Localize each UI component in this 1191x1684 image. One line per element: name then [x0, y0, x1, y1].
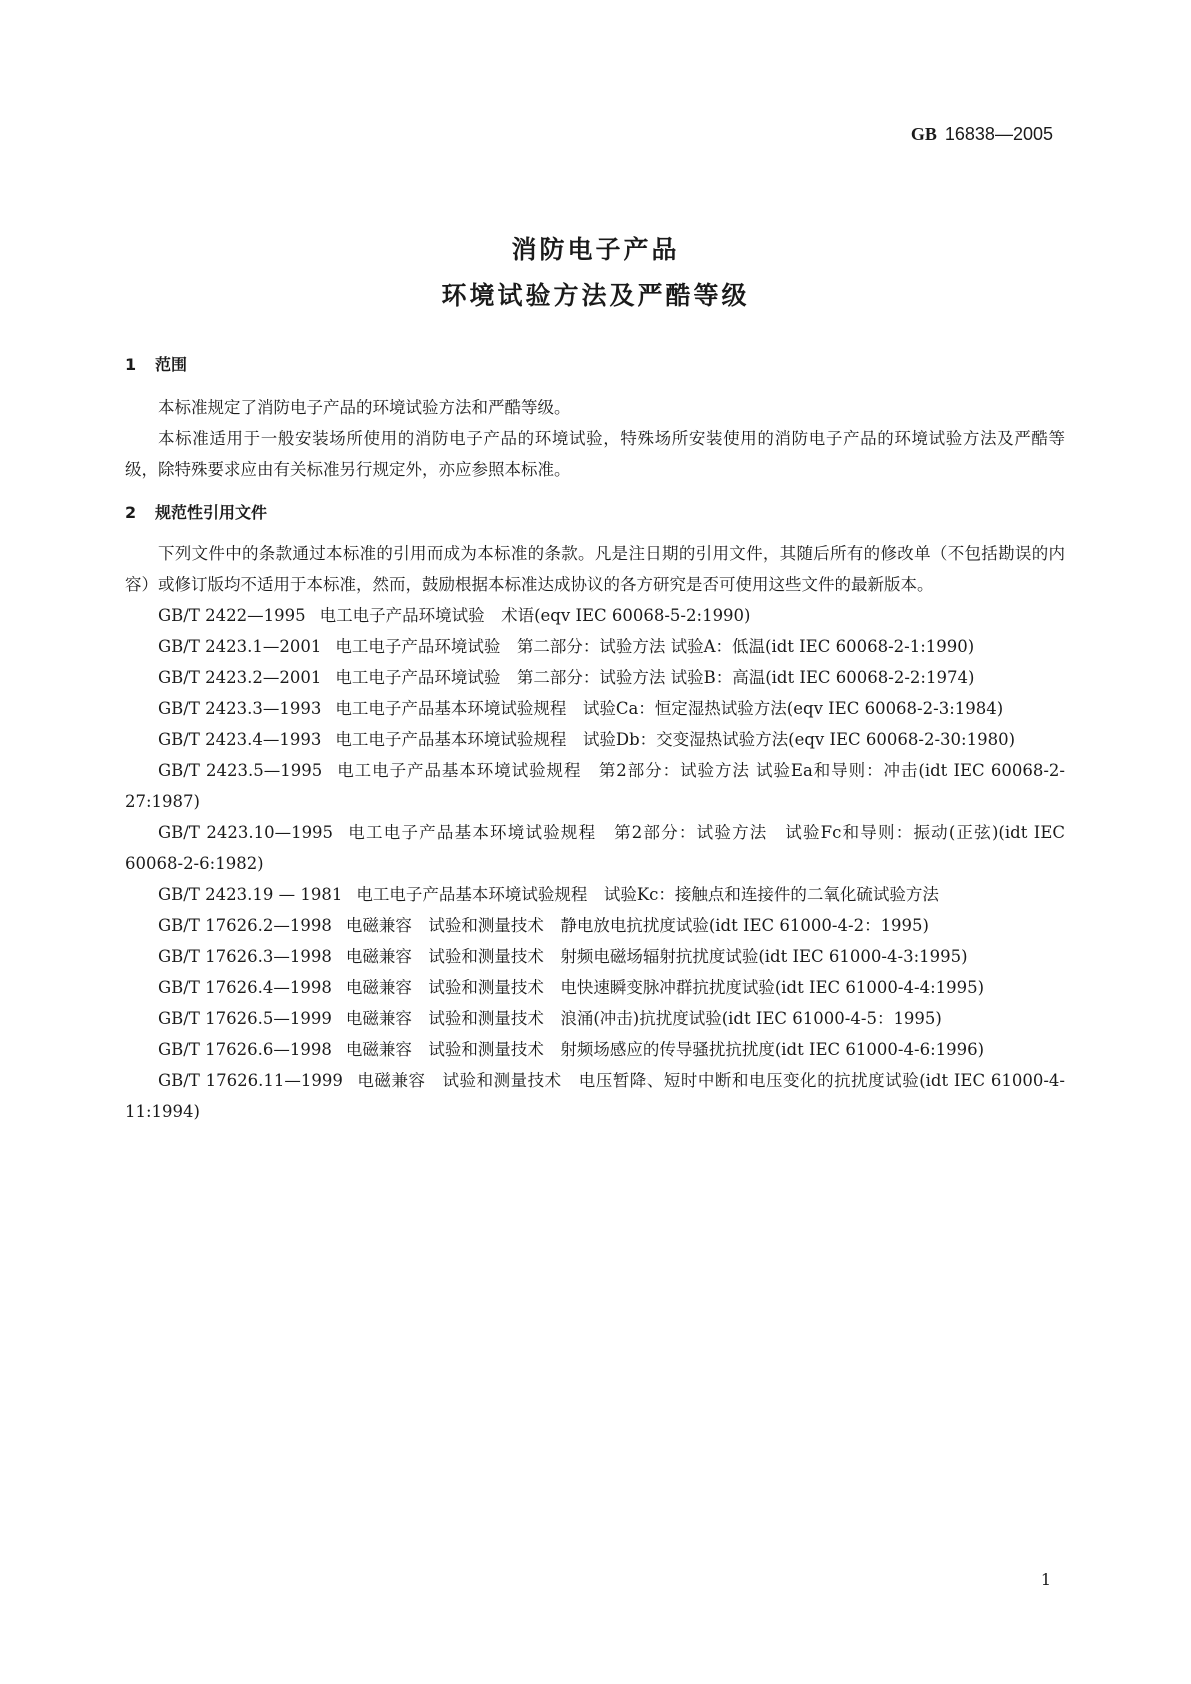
paragraph: 本标准规定了消防电子产品的环境试验方法和严酷等级。 [158, 398, 571, 417]
reference-item [125, 941, 1065, 972]
document-title-line2: 环境试验方法及严酷等级 [441, 281, 750, 310]
reference-title: 电磁兼容 试验和测量技术 静电放电抗扰度试验(idt IEC 61000-4-2：1995) [345, 916, 929, 935]
reference-code: GB/T 17626.6—1998 [158, 1040, 332, 1059]
reference-code: GB/T 2423.5—1995 [158, 761, 323, 780]
reference-code: GB/T 2423.19 — 1981 [158, 885, 343, 904]
section-number: 1 [125, 355, 137, 374]
reference-title: 电工电子产品基本环境试验规程 试验Db：交变湿热试验方法(eqv IEC 60068-2-30:1980) [335, 730, 1016, 749]
reference-item [125, 724, 1065, 755]
section-body-scope [125, 392, 1065, 485]
standard-code: 16838—2005 [944, 124, 1053, 144]
reference-item [125, 910, 1065, 941]
section-title: 规范性引用文件 [155, 503, 268, 522]
reference-code: GB/T 2423.10—1995 [158, 823, 334, 842]
reference-item [125, 755, 1065, 817]
reference-item [125, 972, 1065, 1003]
section-body-references [125, 538, 1065, 1127]
page-number: 1 [1040, 1570, 1051, 1589]
standard-number [911, 124, 1053, 145]
reference-item [125, 879, 1065, 910]
reference-item [125, 631, 1065, 662]
reference-title: 电磁兼容 试验和测量技术 射频电磁场辐射抗扰度试验(idt IEC 61000-4-3:1995) [345, 947, 968, 966]
reference-code: GB/T 17626.2—1998 [158, 916, 332, 935]
reference-title: 电磁兼容 试验和测量技术 浪涌(冲击)抗扰度试验(idt IEC 61000-4-5：1995) [345, 1009, 942, 1028]
reference-title: 电磁兼容 试验和测量技术 射频场感应的传导骚扰抗扰度(idt IEC 61000-4-6:1996) [345, 1040, 985, 1059]
reference-title: 电工电子产品环境试验 第二部分：试验方法 试验B：高温(idt IEC 60068-2-2:1974) [335, 668, 975, 687]
reference-item [125, 693, 1065, 724]
reference-code: GB/T 2423.1—2001 [158, 637, 322, 656]
reference-title: 电工电子产品环境试验 术语(eqv IEC 60068-5-2:1990) [319, 606, 751, 625]
standard-prefix: GB [910, 124, 937, 144]
paragraph: 本标准适用于一般安装场所使用的消防电子产品的环境试验，特殊场所安装使用的消防电子产品的环境试验方法及严酷等级，除特殊要求应由有关标准另行规定外，亦应参照本标准。 [125, 429, 1065, 479]
section-heading-references [125, 500, 267, 523]
reference-code: GB/T 2423.3—1993 [158, 699, 322, 718]
reference-code: GB/T 17626.4—1998 [158, 978, 332, 997]
reference-item [125, 1065, 1065, 1127]
reference-item [125, 1003, 1065, 1034]
reference-item [125, 600, 1065, 631]
reference-title: 电工电子产品基本环境试验规程 第2部分：试验方法 试验Ea和导则：冲击(idt IEC 60068-2-27:1987) [125, 761, 1065, 811]
reference-title: 电工电子产品基本环境试验规程 试验Kc：接触点和连接件的二氧化硫试验方法 [356, 885, 939, 904]
reference-code: GB/T 2423.2—2001 [158, 668, 322, 687]
section-title: 范围 [155, 355, 188, 374]
reference-item [125, 817, 1065, 879]
section-number: 2 [125, 503, 137, 522]
section-heading-scope [125, 352, 187, 375]
reference-code: GB/T 17626.11—1999 [158, 1071, 343, 1090]
reference-title: 电磁兼容 试验和测量技术 电压暂降、短时中断和电压变化的抗扰度试验(idt IEC 61000-4-11:1994) [125, 1071, 1065, 1121]
reference-title: 电工电子产品基本环境试验规程 第2部分：试验方法 试验Fc和导则：振动(正弦)(idt IEC 60068-2-6:1982) [125, 823, 1065, 873]
reference-item [125, 1034, 1065, 1065]
paragraph: 下列文件中的条款通过本标准的引用而成为本标准的条款。凡是注日期的引用文件，其随后所有的修改单（不包括勘误的内容）或修订版均不适用于本标准，然而，鼓励根据本标准达成协议的各方研究是否可使用这些文件的最新版本。 [125, 544, 1065, 594]
reference-title: 电工电子产品基本环境试验规程 试验Ca：恒定湿热试验方法(eqv IEC 60068-2-3:1984) [335, 699, 1004, 718]
reference-code: GB/T 2423.4—1993 [158, 730, 322, 749]
reference-item [125, 662, 1065, 693]
reference-code: GB/T 17626.5—1999 [158, 1009, 332, 1028]
reference-code: GB/T 2422—1995 [158, 606, 306, 625]
reference-title: 电磁兼容 试验和测量技术 电快速瞬变脉冲群抗扰度试验(idt IEC 61000-4-4:1995) [345, 978, 985, 997]
reference-title: 电工电子产品环境试验 第二部分：试验方法 试验A：低温(idt IEC 60068-2-1:1990) [335, 637, 975, 656]
reference-code: GB/T 17626.3—1998 [158, 947, 332, 966]
document-title-line1: 消防电子产品 [511, 235, 680, 264]
